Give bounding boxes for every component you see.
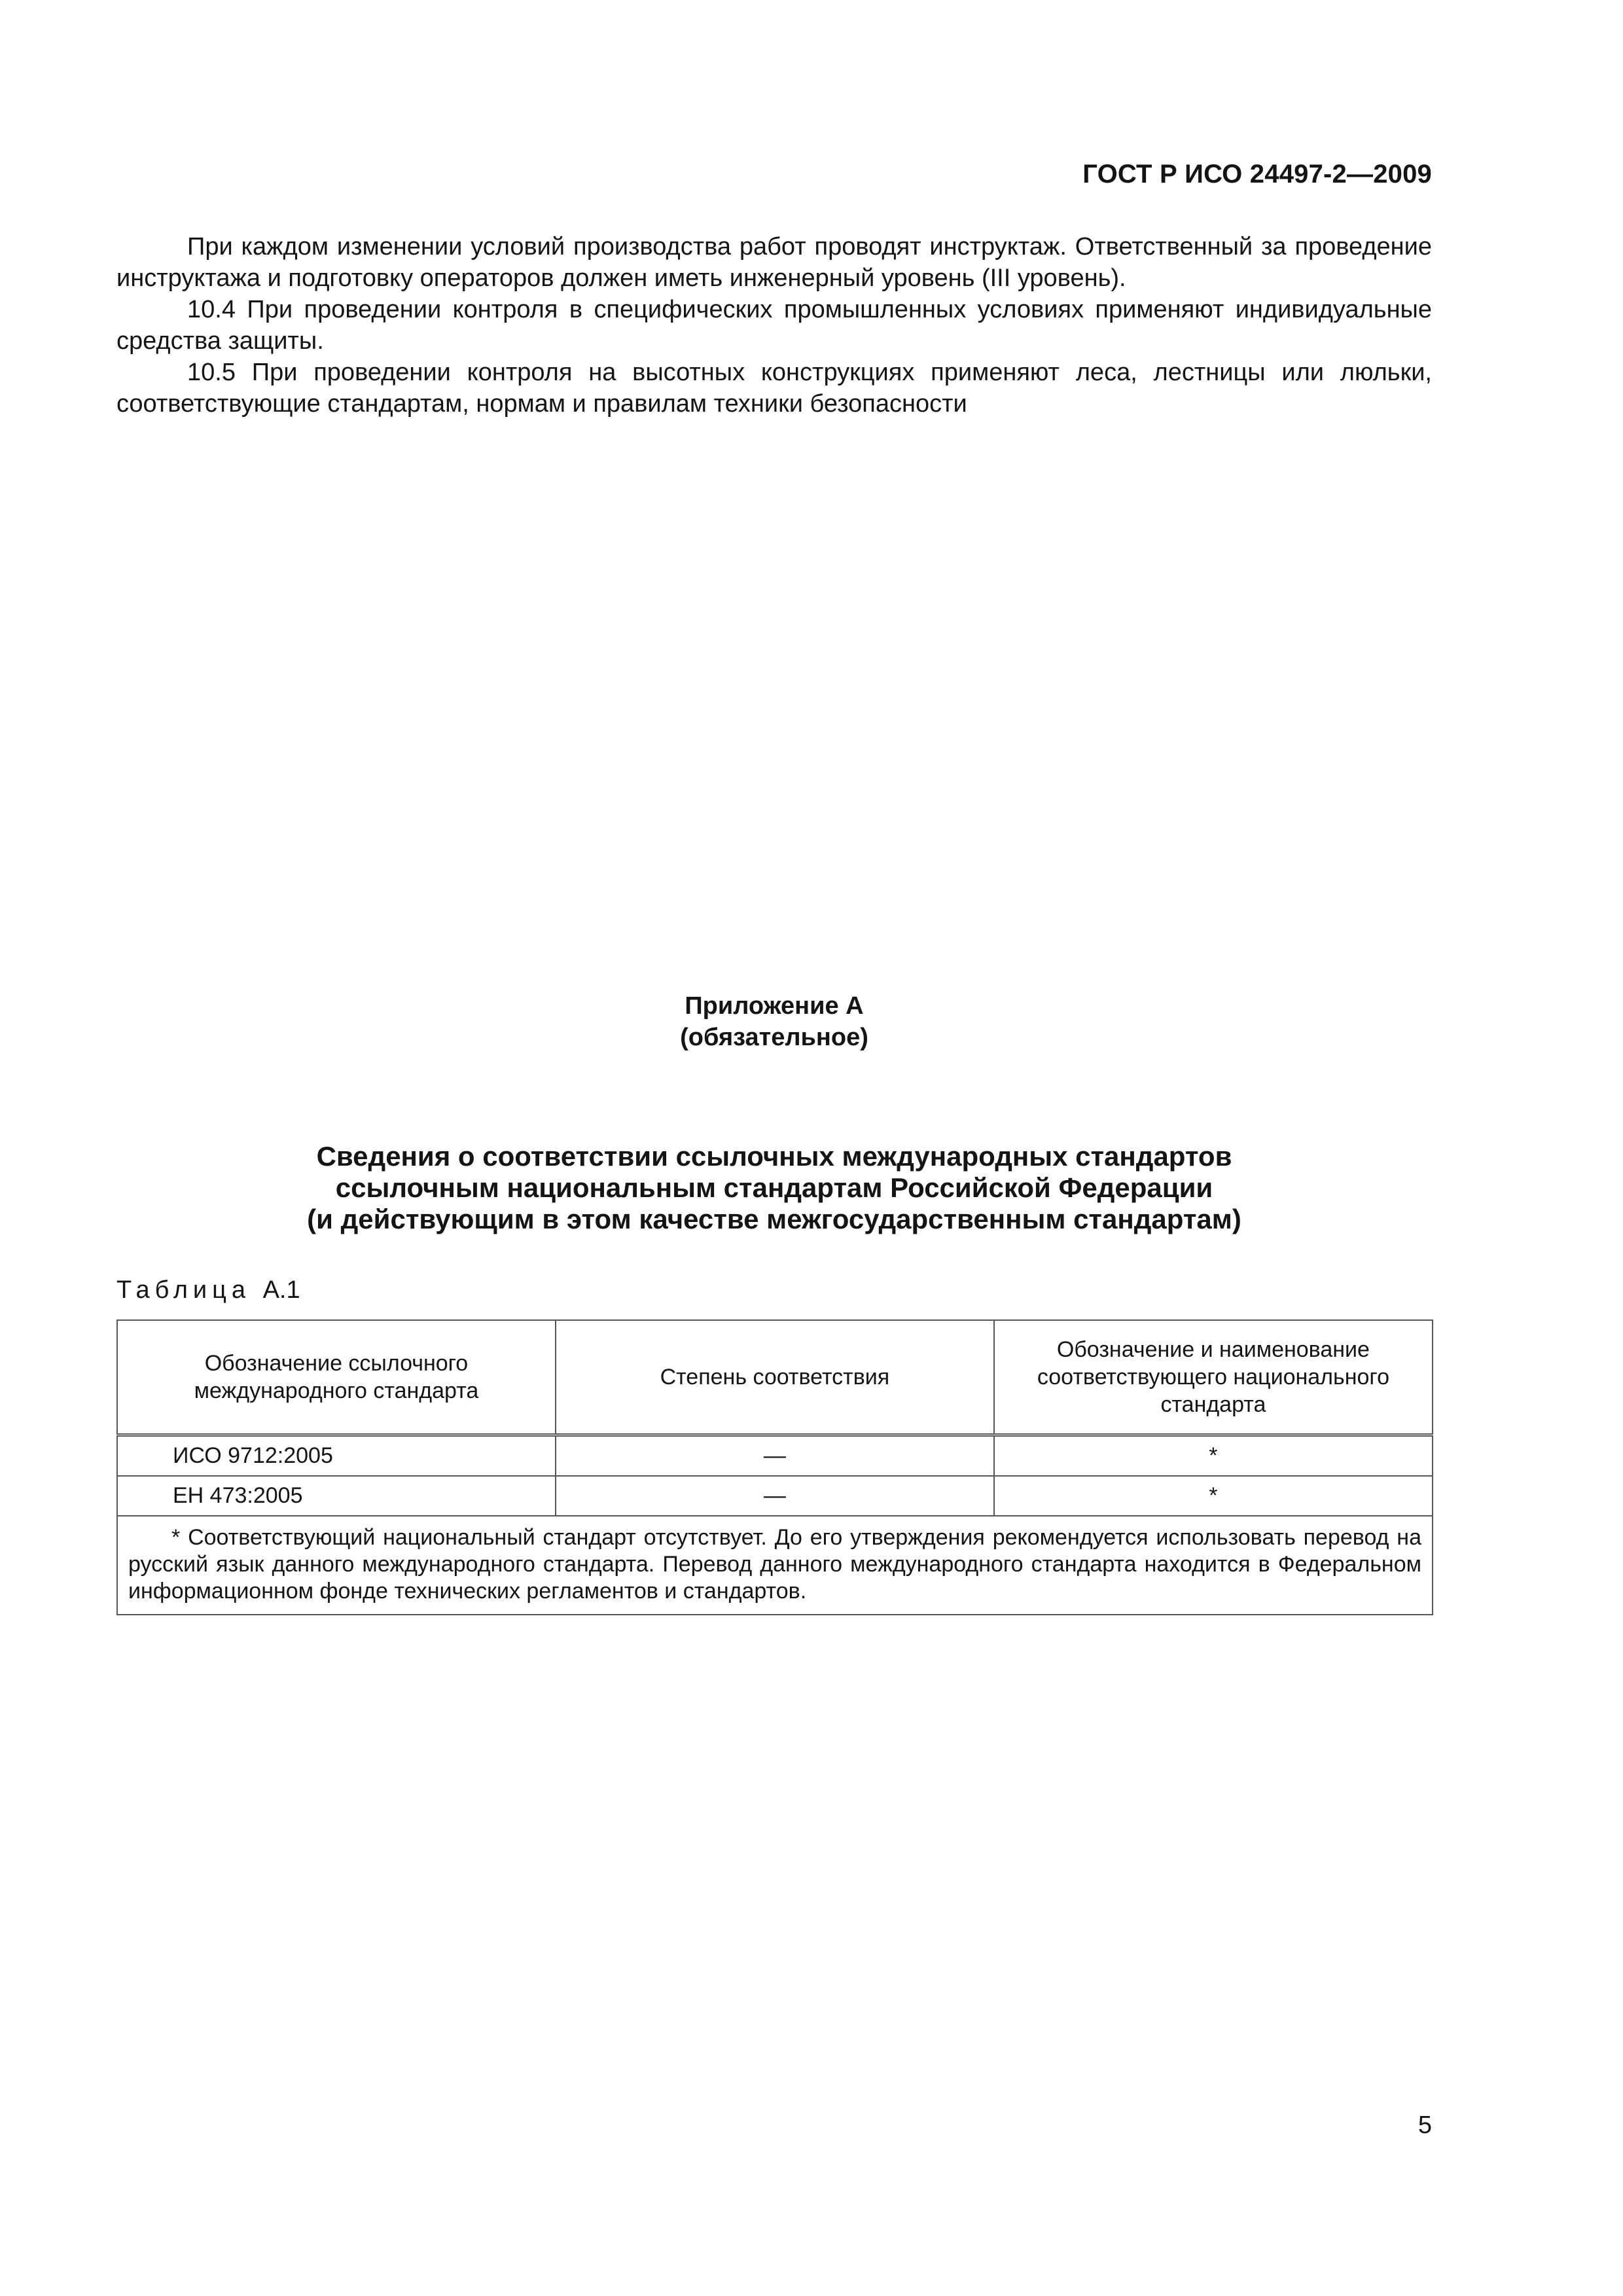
cell-international-standard: ИСО 9712:2005: [117, 1435, 556, 1477]
table-caption-number: А.1: [262, 1276, 300, 1304]
annex-title-line-2: ссылочным национальным стандартам Российской Федерации: [335, 1172, 1213, 1203]
cell-national-standard: *: [994, 1476, 1433, 1516]
table-footnote: [117, 1516, 1433, 1615]
page-number: 5: [1418, 2111, 1432, 2139]
table-caption-word: Таблица: [116, 1276, 251, 1304]
annex-title: [116, 1141, 1432, 1235]
header-national-standard: Обозначение и наименование соответствующего национального стандарта: [994, 1320, 1433, 1435]
annex-heading: [116, 990, 1432, 1053]
paragraph-10-4: 10.4 При проведении контроля в специфических промышленных условиях применяют индивидуальные средства защиты.: [116, 296, 1432, 355]
document-id-header: ГОСТ Р ИСО 24497-2—2009: [1082, 160, 1432, 188]
header-international-standard: Обозначение ссылочного международного стандарта: [117, 1320, 556, 1435]
table-row: [117, 1476, 1433, 1516]
header-correspondence-degree: Степень соответствия: [556, 1320, 994, 1435]
standards-correspondence-table: [116, 1319, 1433, 1615]
table-header-row: [117, 1320, 1433, 1435]
cell-correspondence-degree: —: [556, 1435, 994, 1477]
table-row: [117, 1435, 1433, 1477]
body-text: [116, 231, 1432, 420]
cell-international-standard: ЕН 473:2005: [117, 1476, 556, 1516]
paragraph-instruction: При каждом изменении условий производства работ проводят инструктаж. Ответственный за проведение инструктажа и подготовку операторов должен иметь инженерный уровень (III уровень).: [116, 233, 1432, 292]
cell-national-standard: *: [994, 1435, 1433, 1477]
table-footnote-row: [117, 1516, 1433, 1615]
table-caption: [116, 1276, 300, 1304]
annex-title-line-1: Сведения о соответствии ссылочных международных стандартов: [316, 1141, 1232, 1172]
footnote-text: * Соответствующий национальный стандарт отсутствует. До его утверждения рекомендуется использовать перевод на русский язык данного международного стандарта. Перевод данного международного стандарта находится в Федеральном информационном фонде технических регламентов и стандартов.: [128, 1525, 1421, 1604]
cell-correspondence-degree: —: [556, 1476, 994, 1516]
annex-title-line-3: (и действующим в этом качестве межгосударственным стандартам): [307, 1204, 1241, 1234]
annex-label: Приложение А: [685, 992, 864, 1020]
paragraph-10-5: 10.5 При проведении контроля на высотных конструкциях применяют леса, лестницы или люльки, соответствующие стандартам, нормам и правилам техники безопасности: [116, 359, 1432, 418]
annex-status: (обязательное): [680, 1024, 868, 1051]
